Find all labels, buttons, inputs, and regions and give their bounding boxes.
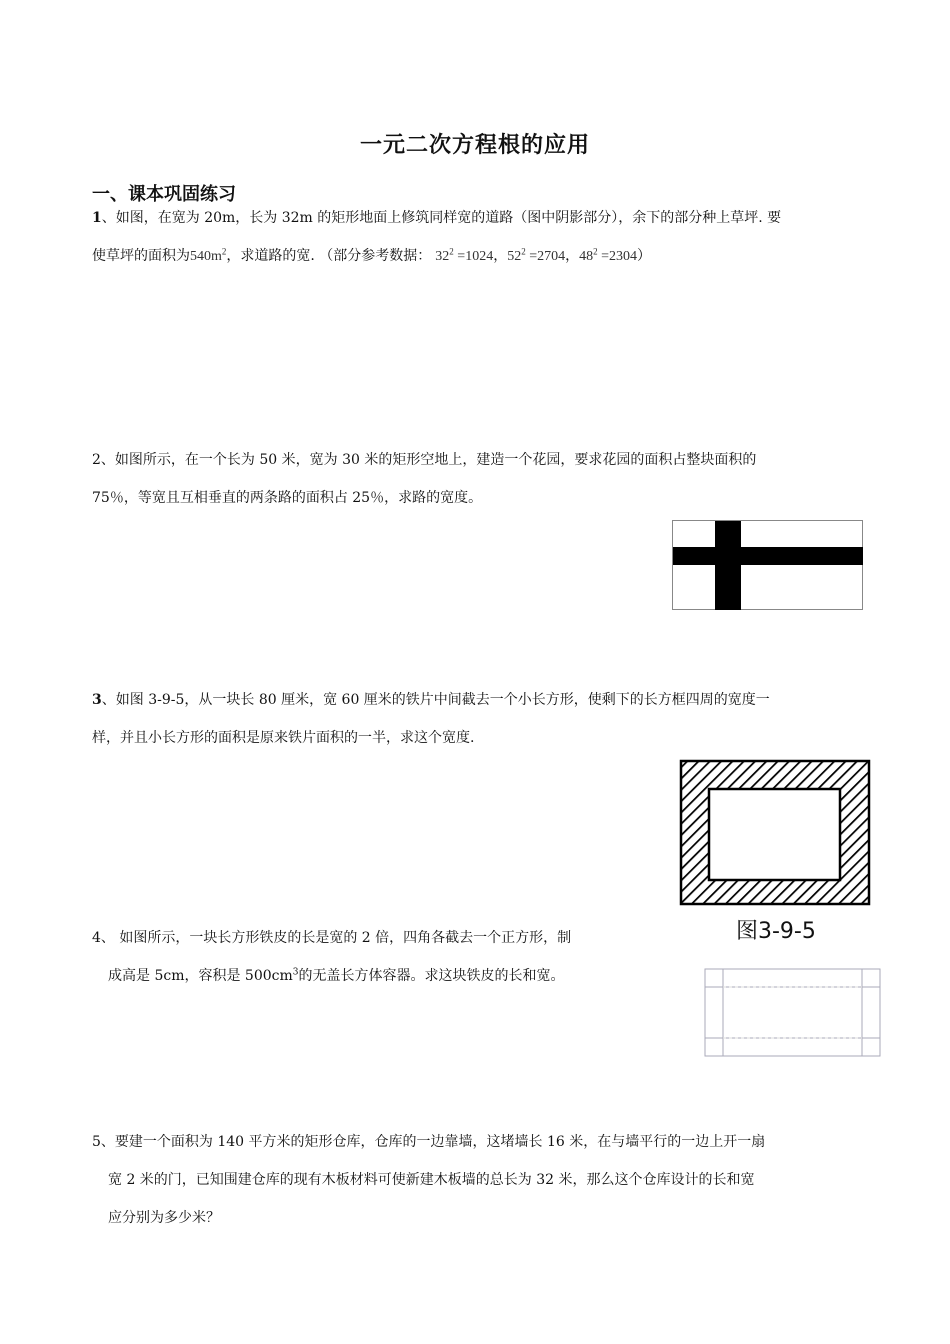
problem-4-text-2b: 的无盖长方体容器。求这块铁皮的长和宽。 [298, 968, 565, 984]
sheet-corners-figure [704, 968, 882, 1058]
problem-1-text-2b: ，求道路的宽. （部分参考数据： [226, 248, 432, 264]
problem-1-number: 1 [92, 210, 102, 226]
section-heading: 一、课本巩固练习 [92, 184, 236, 205]
problem-1-text-1: 、如图，在宽为 20m，长为 32m 的矩形地面上修筑同样宽的道路（图中阴影部分），余下的部分种上草坪. 要 [101, 210, 782, 226]
ref-close: ） [637, 248, 652, 264]
problem-5-line-1: 5、要建一个面积为 140 平方米的矩形仓库，仓库的一边靠墙，这堵墙长 16 米，在与墙平行的一边上开一扇 [92, 1134, 766, 1150]
problem-3-text-1: 、如图 3-9-5，从一块长 80 厘米，宽 60 厘米的铁片中间截去一个小长方形，使剩下的长方框四周的宽度一 [101, 692, 770, 708]
volume-exponent: 3 [292, 967, 299, 978]
problem-2-line-2: 75％，等宽且互相垂直的两条路的面积占 25％，求路的宽度。 [92, 490, 483, 506]
problem-1-line-1 [92, 208, 781, 228]
problem-5-line-2: 宽 2 米的门，已知围建仓库的现有木板材料可使新建木板墙的总长为 32 米，那么这个仓库设计的长和宽 [108, 1172, 755, 1188]
problem-1-ref-2: $52^2 =2704$ [507, 246, 566, 264]
problem-5-line-3: 应分别为多少米？ [108, 1210, 220, 1226]
problem-1-line-2 [92, 246, 651, 267]
page-title: 一元二次方程根的应用 [359, 133, 590, 158]
hatched-frame-figure [678, 758, 872, 908]
problem-4-line-1: 4、 如图所示，一块长方形铁皮的长是宽的 2 倍，四角各截去一个正方形，制 [92, 930, 572, 946]
problem-4-text-2a: 成高是 5cm，容积是 500cm [108, 968, 293, 984]
problem-3-number: 3 [92, 692, 102, 708]
problem-3-line-2: 样，并且小长方形的面积是原来铁片面积的一半，求这个宽度. [92, 730, 475, 746]
ref-separator: ， [493, 248, 508, 264]
problem-4-line-2 [108, 966, 565, 986]
figure-caption: 图3-9-5 [736, 919, 816, 944]
problem-1-text-2a: 使草坪的面积为 [92, 248, 190, 264]
problem-1-ref-3: $48^2 =2304$ [579, 246, 638, 264]
ref-separator: ， [565, 248, 580, 264]
problem-1-area: $540m^2$ [190, 246, 227, 264]
problem-3-line-1 [92, 690, 770, 710]
problem-2-line-1: 2、如图所示，在一个长为 50 米，宽为 30 米的矩形空地上，建造一个花园，要求花园的面积占整块面积的 [92, 452, 757, 468]
road-cross-figure [672, 520, 864, 612]
problem-1-ref-1: $32^2 =1024$ [435, 246, 494, 264]
